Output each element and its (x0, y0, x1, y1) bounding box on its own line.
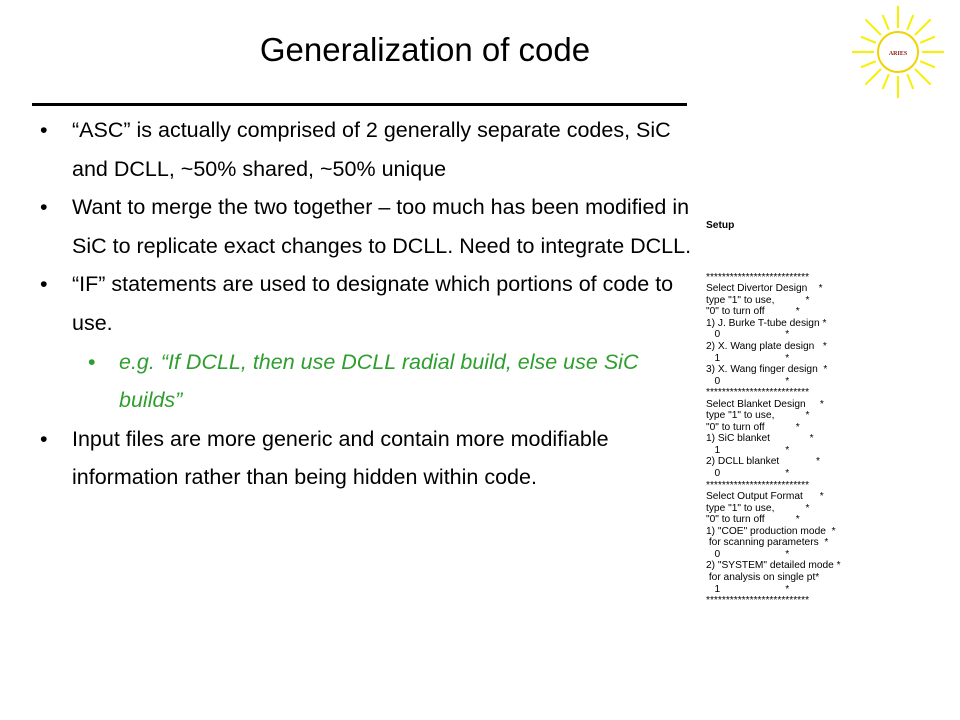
setup-line: type "1" to use, * (706, 410, 810, 422)
setup-line: for scanning parameters * (706, 537, 829, 549)
bullet-text: e.g. “If DCLL, then use DCLL radial build, else use SiC builds” (119, 349, 639, 413)
bullet-item-if-statements (40, 265, 700, 342)
setup-line: Select Divertor Design * (706, 283, 823, 295)
setup-line: "0" to turn off * (706, 306, 800, 318)
setup-line: 1) SiC blanket * (706, 433, 814, 445)
aries-sun-logo (848, 4, 948, 100)
sun-ray (861, 37, 876, 43)
setup-line: "0" to turn off * (706, 514, 800, 526)
sun-ray (883, 15, 889, 30)
bullet-item-input-files (40, 420, 700, 497)
setup-line: 2) "SYSTEM" detailed mode * (706, 560, 841, 572)
bullet-dot: • (88, 349, 96, 374)
setup-line: type "1" to use, * (706, 294, 810, 306)
sub-bullet-example (40, 343, 700, 420)
setup-line: Select Output Format * (706, 491, 824, 503)
setup-line: 1 * (706, 583, 790, 595)
setup-line: Select Blanket Design * (706, 398, 824, 410)
setup-lines (706, 272, 906, 607)
sun-ray (915, 19, 931, 35)
sun-ray (915, 69, 931, 85)
sun-ray (883, 74, 889, 89)
title-divider (32, 103, 687, 106)
setup-line: ************************** (706, 387, 810, 399)
bullet-item-merge (40, 188, 700, 265)
slide-title: Generalization of code (259, 31, 591, 68)
setup-line: 2) DCLL blanket * (706, 456, 820, 468)
bullet-dot: • (40, 118, 48, 142)
bullet-text: Want to merge the two together – too much has been modified in SiC to replicate exact changes to DCLL. Need to integrate DCLL. (72, 195, 692, 258)
setup-line: 3) X. Wang finger design * (706, 364, 828, 376)
setup-line: 1) "COE" production mode * (706, 525, 836, 537)
setup-line: 0 * (706, 548, 790, 560)
setup-heading: Setup (706, 220, 735, 232)
bullet-item-asc (40, 111, 700, 188)
bullet-dot: • (40, 195, 48, 220)
setup-line: "0" to turn off * (706, 421, 800, 433)
setup-line: ************************** (706, 271, 810, 283)
sun-ray (907, 74, 913, 89)
setup-line: ************************** (706, 479, 810, 491)
setup-line: 1 * (706, 352, 790, 364)
setup-line: 2) X. Wang plate design * (706, 341, 827, 353)
bullet-dot: • (40, 272, 48, 297)
sun-ray (920, 37, 935, 43)
bullet-text: “IF” statements are used to designate which portions of code to use. (72, 272, 674, 335)
bullet-text: Input files are more generic and contain more modifiable information rather than being hidden within code. (72, 426, 609, 490)
setup-line: 0 * (706, 375, 790, 387)
bullet-text: “ASC” is actually comprised of 2 generally separate codes, SiC and DCLL, ~50% shared, ~50% unique (72, 118, 671, 181)
logo-text: ARIES (888, 51, 908, 57)
setup-line: for analysis on single pt* (706, 571, 820, 583)
setup-line: ************************** (706, 595, 810, 607)
setup-line: 0 * (706, 329, 790, 341)
setup-line: 1) J. Burke T-tube design * (706, 317, 827, 329)
setup-line: 0 * (706, 468, 790, 480)
setup-line: type "1" to use, * (706, 502, 810, 514)
setup-input-listing (706, 197, 906, 618)
setup-line: 1 * (706, 444, 790, 456)
bullet-list (40, 111, 700, 497)
sun-ray (865, 19, 881, 35)
sun-ray (907, 15, 913, 30)
sun-ray (865, 69, 881, 85)
sun-ray (861, 61, 876, 67)
sun-ray (920, 61, 935, 67)
bullet-dot: • (40, 426, 48, 451)
